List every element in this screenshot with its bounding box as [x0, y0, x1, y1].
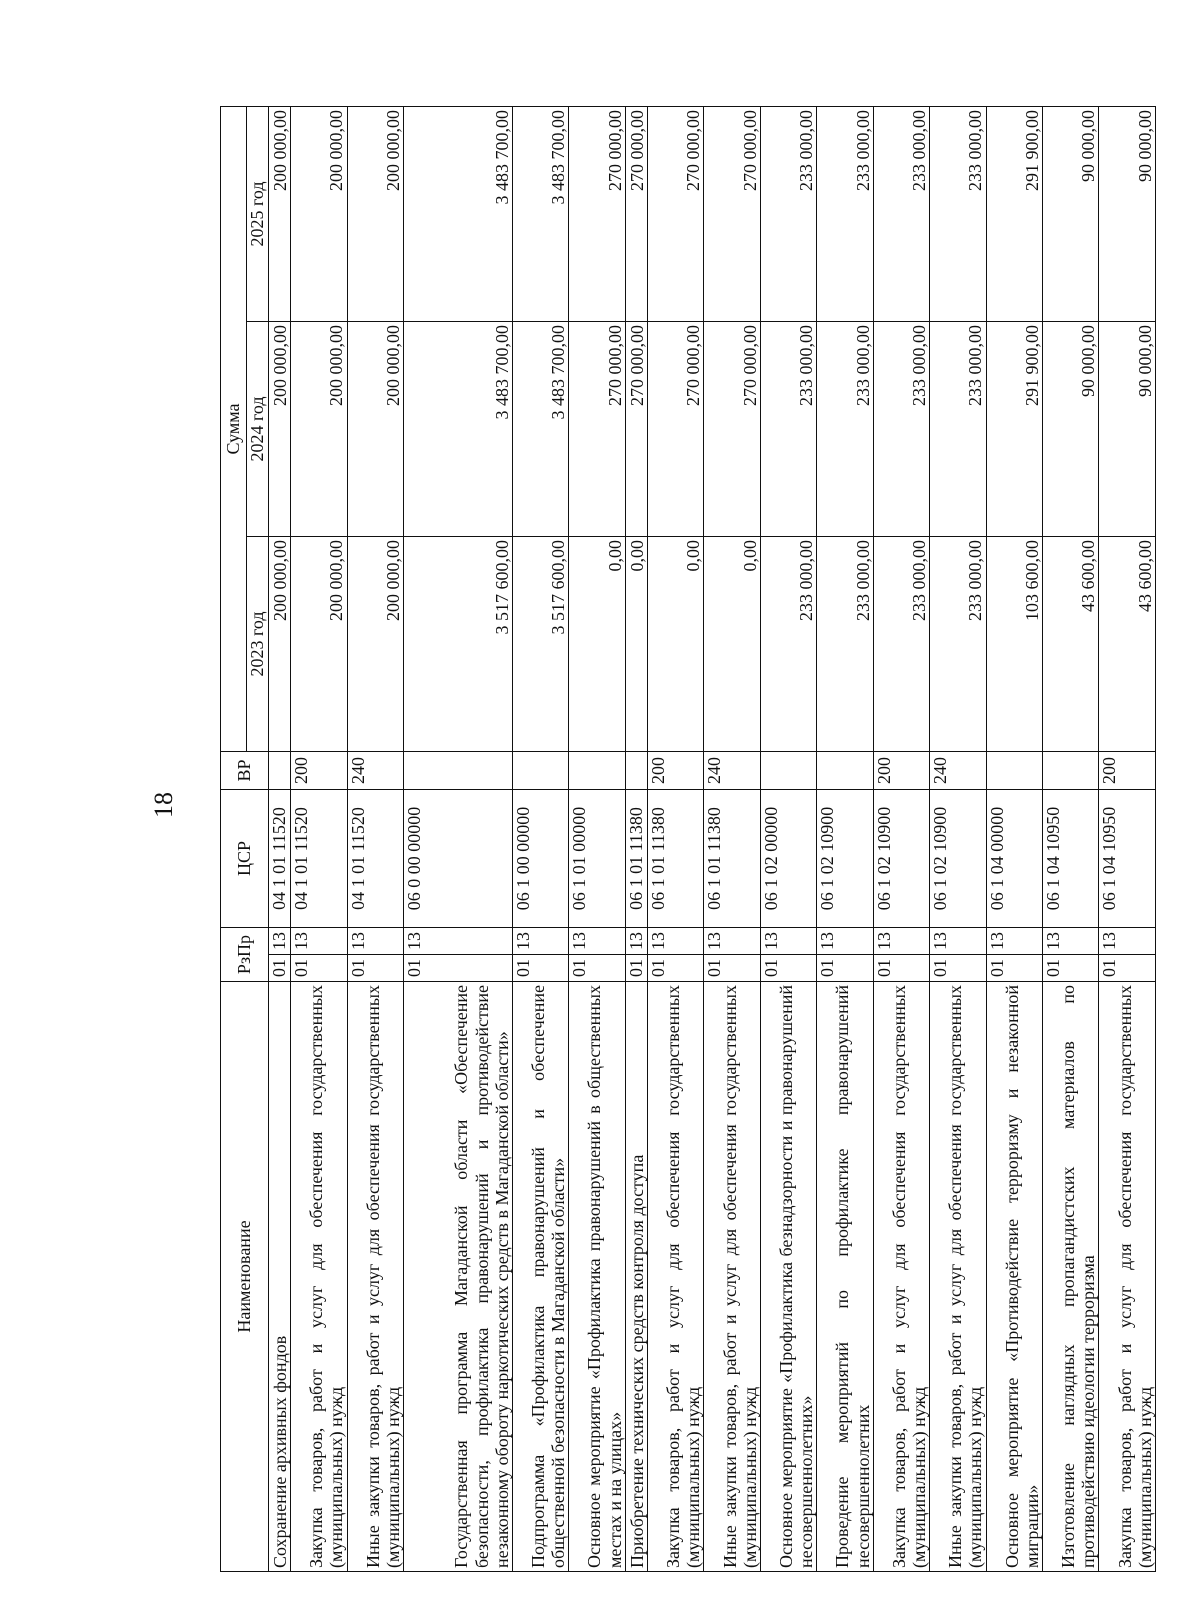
row-csr: 04 1 01 11520 — [291, 790, 347, 928]
row-vr: 240 — [930, 752, 986, 790]
row-sum-2024: 270 000,00 — [625, 322, 647, 537]
row-pr: 13 — [817, 928, 873, 955]
row-name: Закупка товаров, работ и услуг для обеспечения государственных (муниципальных) нужд — [873, 982, 929, 1572]
table-row — [817, 106, 873, 1571]
table-row — [760, 106, 816, 1571]
row-pr: 13 — [873, 928, 929, 955]
row-sum-2025: 233 000,00 — [817, 106, 873, 321]
row-pr: 13 — [760, 928, 816, 955]
row-vr: 200 — [647, 752, 703, 790]
table-row — [269, 106, 291, 1571]
row-csr: 06 1 04 10950 — [1099, 790, 1156, 928]
header-year-2025: 2025 год — [247, 106, 269, 321]
row-sum-2023: 233 000,00 — [760, 537, 816, 752]
row-sum-2024: 233 000,00 — [930, 322, 986, 537]
row-sum-2025: 270 000,00 — [647, 106, 703, 321]
table-row — [404, 106, 513, 1571]
row-sum-2023: 200 000,00 — [269, 537, 291, 752]
row-vr — [569, 752, 625, 790]
row-sum-2025: 233 000,00 — [930, 106, 986, 321]
row-name: Закупка товаров, работ и услуг для обеспечения государственных (муниципальных) нужд — [291, 982, 347, 1572]
row-sum-2024: 233 000,00 — [817, 322, 873, 537]
row-sum-2023: 0,00 — [704, 537, 760, 752]
row-name: Подпрограмма «Профилактика правонарушений и обеспечение общественной безопасности в Магаданской области» — [512, 982, 568, 1572]
row-vr: 200 — [873, 752, 929, 790]
row-name: Основное мероприятие «Противодействие терроризму и незаконной миграции» — [986, 982, 1042, 1572]
header-csr: ЦСР — [221, 790, 269, 928]
row-csr: 06 1 01 00000 — [569, 790, 625, 928]
row-sum-2024: 200 000,00 — [347, 322, 403, 537]
budget-table — [220, 106, 1156, 1572]
row-sum-2024: 200 000,00 — [291, 322, 347, 537]
header-year-2023: 2023 год — [247, 537, 269, 752]
row-sum-2025: 270 000,00 — [569, 106, 625, 321]
row-rz: 01 — [1099, 955, 1156, 982]
row-name: Сохранение архивных фондов — [269, 982, 291, 1572]
row-pr: 13 — [569, 928, 625, 955]
row-sum-2024: 291 900,00 — [986, 322, 1042, 537]
row-csr: 06 1 02 10900 — [930, 790, 986, 928]
row-pr: 13 — [291, 928, 347, 955]
row-rz: 01 — [873, 955, 929, 982]
row-rz: 01 — [1043, 955, 1099, 982]
row-pr: 13 — [347, 928, 403, 955]
row-vr — [269, 752, 291, 790]
header-rzpr: РзПр — [221, 928, 269, 982]
row-sum-2024: 3 483 700,00 — [512, 322, 568, 537]
row-sum-2023: 3 517 600,00 — [404, 537, 513, 752]
row-sum-2025: 233 000,00 — [873, 106, 929, 321]
table-row — [873, 106, 929, 1571]
row-rz: 01 — [817, 955, 873, 982]
row-pr: 13 — [1099, 928, 1156, 955]
row-sum-2025: 233 000,00 — [760, 106, 816, 321]
row-sum-2023: 103 600,00 — [986, 537, 1042, 752]
row-csr: 06 0 00 00000 — [404, 790, 513, 928]
row-vr — [404, 752, 513, 790]
row-rz: 01 — [404, 955, 513, 982]
row-vr: 200 — [1099, 752, 1156, 790]
table-row — [986, 106, 1042, 1571]
table-row — [704, 106, 760, 1571]
row-sum-2023: 3 517 600,00 — [512, 537, 568, 752]
row-name: Закупка товаров, работ и услуг для обеспечения государственных (муниципальных) нужд — [1099, 982, 1156, 1572]
row-sum-2023: 43 600,00 — [1043, 537, 1099, 752]
row-csr: 06 1 02 10900 — [817, 790, 873, 928]
row-sum-2023: 233 000,00 — [930, 537, 986, 752]
row-name: Закупка товаров, работ и услуг для обеспечения государственных (муниципальных) нужд — [647, 982, 703, 1572]
row-csr: 06 1 01 11380 — [625, 790, 647, 928]
row-name: Основное мероприятие «Профилактика безнадзорности и правонарушений несовершеннолетних» — [760, 982, 816, 1572]
row-sum-2023: 43 600,00 — [1099, 537, 1156, 752]
table-row — [625, 106, 647, 1571]
row-sum-2025: 90 000,00 — [1043, 106, 1099, 321]
row-sum-2024: 233 000,00 — [873, 322, 929, 537]
row-name: Иные закупки товаров, работ и услуг для обеспечения государственных (муниципальных) нужд — [347, 982, 403, 1572]
row-pr: 13 — [647, 928, 703, 955]
table-row — [930, 106, 986, 1571]
row-pr: 13 — [269, 928, 291, 955]
row-pr: 13 — [625, 928, 647, 955]
row-pr: 13 — [1043, 928, 1099, 955]
table-body — [269, 106, 1156, 1571]
row-vr — [625, 752, 647, 790]
table-row — [512, 106, 568, 1571]
row-pr: 13 — [404, 928, 513, 955]
row-vr — [986, 752, 1042, 790]
row-name: Основное мероприятие «Профилактика правонарушений в общественных местах и на улицах» — [569, 982, 625, 1572]
row-pr: 13 — [986, 928, 1042, 955]
table-row — [291, 106, 347, 1571]
row-sum-2024: 90 000,00 — [1099, 322, 1156, 537]
row-pr: 13 — [930, 928, 986, 955]
row-sum-2024: 3 483 700,00 — [404, 322, 513, 537]
row-name: Проведение мероприятий по профилактике правонарушений несовершеннолетних — [817, 982, 873, 1572]
row-rz: 01 — [269, 955, 291, 982]
row-sum-2023: 200 000,00 — [347, 537, 403, 752]
row-csr: 04 1 01 11520 — [269, 790, 291, 928]
row-sum-2024: 200 000,00 — [269, 322, 291, 537]
row-csr: 06 1 01 11380 — [704, 790, 760, 928]
row-rz: 01 — [760, 955, 816, 982]
row-name: Государственная программа Магаданской области «Обеспечение безопасности, профилактика правонарушений и противодействие незаконному обороту наркотических средств в Магаданской области» — [404, 982, 513, 1572]
row-vr — [512, 752, 568, 790]
row-vr: 240 — [347, 752, 403, 790]
table-row — [1099, 106, 1156, 1571]
page-number: 18 — [149, 792, 178, 818]
row-vr: 200 — [291, 752, 347, 790]
row-rz: 01 — [291, 955, 347, 982]
row-name: Приобретение технических средств контроля доступа — [625, 982, 647, 1572]
table-header — [221, 106, 269, 1571]
row-csr: 06 1 02 00000 — [760, 790, 816, 928]
row-sum-2023: 233 000,00 — [817, 537, 873, 752]
header-year-2024: 2024 год — [247, 322, 269, 537]
row-pr: 13 — [512, 928, 568, 955]
row-sum-2024: 270 000,00 — [569, 322, 625, 537]
row-rz: 01 — [704, 955, 760, 982]
row-vr: 240 — [704, 752, 760, 790]
header-sum: Сумма — [221, 106, 247, 751]
row-rz: 01 — [647, 955, 703, 982]
row-sum-2025: 3 483 700,00 — [512, 106, 568, 321]
row-rz: 01 — [512, 955, 568, 982]
row-sum-2023: 0,00 — [569, 537, 625, 752]
row-sum-2025: 270 000,00 — [625, 106, 647, 321]
row-sum-2025: 3 483 700,00 — [404, 106, 513, 321]
row-sum-2023: 0,00 — [647, 537, 703, 752]
row-sum-2024: 270 000,00 — [647, 322, 703, 537]
row-csr: 06 1 04 10950 — [1043, 790, 1099, 928]
row-sum-2025: 291 900,00 — [986, 106, 1042, 321]
table-row — [569, 106, 625, 1571]
row-sum-2025: 90 000,00 — [1099, 106, 1156, 321]
row-rz: 01 — [569, 955, 625, 982]
row-csr: 06 1 02 10900 — [873, 790, 929, 928]
row-rz: 01 — [930, 955, 986, 982]
row-sum-2025: 200 000,00 — [291, 106, 347, 321]
row-sum-2024: 90 000,00 — [1043, 322, 1099, 537]
row-name: Изготовление наглядных пропагандистских материалов по противодействию идеологии терроризма — [1043, 982, 1099, 1572]
row-sum-2024: 233 000,00 — [760, 322, 816, 537]
row-sum-2023: 200 000,00 — [291, 537, 347, 752]
table-row — [647, 106, 703, 1571]
row-vr — [760, 752, 816, 790]
row-csr: 06 1 00 00000 — [512, 790, 568, 928]
row-vr — [817, 752, 873, 790]
header-vr: ВР — [221, 752, 269, 790]
table-row — [1043, 106, 1099, 1571]
row-rz: 01 — [347, 955, 403, 982]
table-row — [347, 106, 403, 1571]
row-sum-2023: 0,00 — [625, 537, 647, 752]
row-rz: 01 — [986, 955, 1042, 982]
row-pr: 13 — [704, 928, 760, 955]
row-csr: 06 1 01 11380 — [647, 790, 703, 928]
row-csr: 06 1 04 00000 — [986, 790, 1042, 928]
row-sum-2024: 270 000,00 — [704, 322, 760, 537]
row-sum-2025: 200 000,00 — [269, 106, 291, 321]
row-sum-2025: 270 000,00 — [704, 106, 760, 321]
row-rz: 01 — [625, 955, 647, 982]
row-vr — [1043, 752, 1099, 790]
row-name: Иные закупки товаров, работ и услуг для обеспечения государственных (муниципальных) нужд — [930, 982, 986, 1572]
row-sum-2025: 200 000,00 — [347, 106, 403, 321]
budget-table-container — [220, 107, 1156, 1572]
row-csr: 04 1 01 11520 — [347, 790, 403, 928]
row-sum-2023: 233 000,00 — [873, 537, 929, 752]
row-name: Иные закупки товаров, работ и услуг для обеспечения государственных (муниципальных) нужд — [704, 982, 760, 1572]
header-name: Наименование — [221, 982, 269, 1572]
